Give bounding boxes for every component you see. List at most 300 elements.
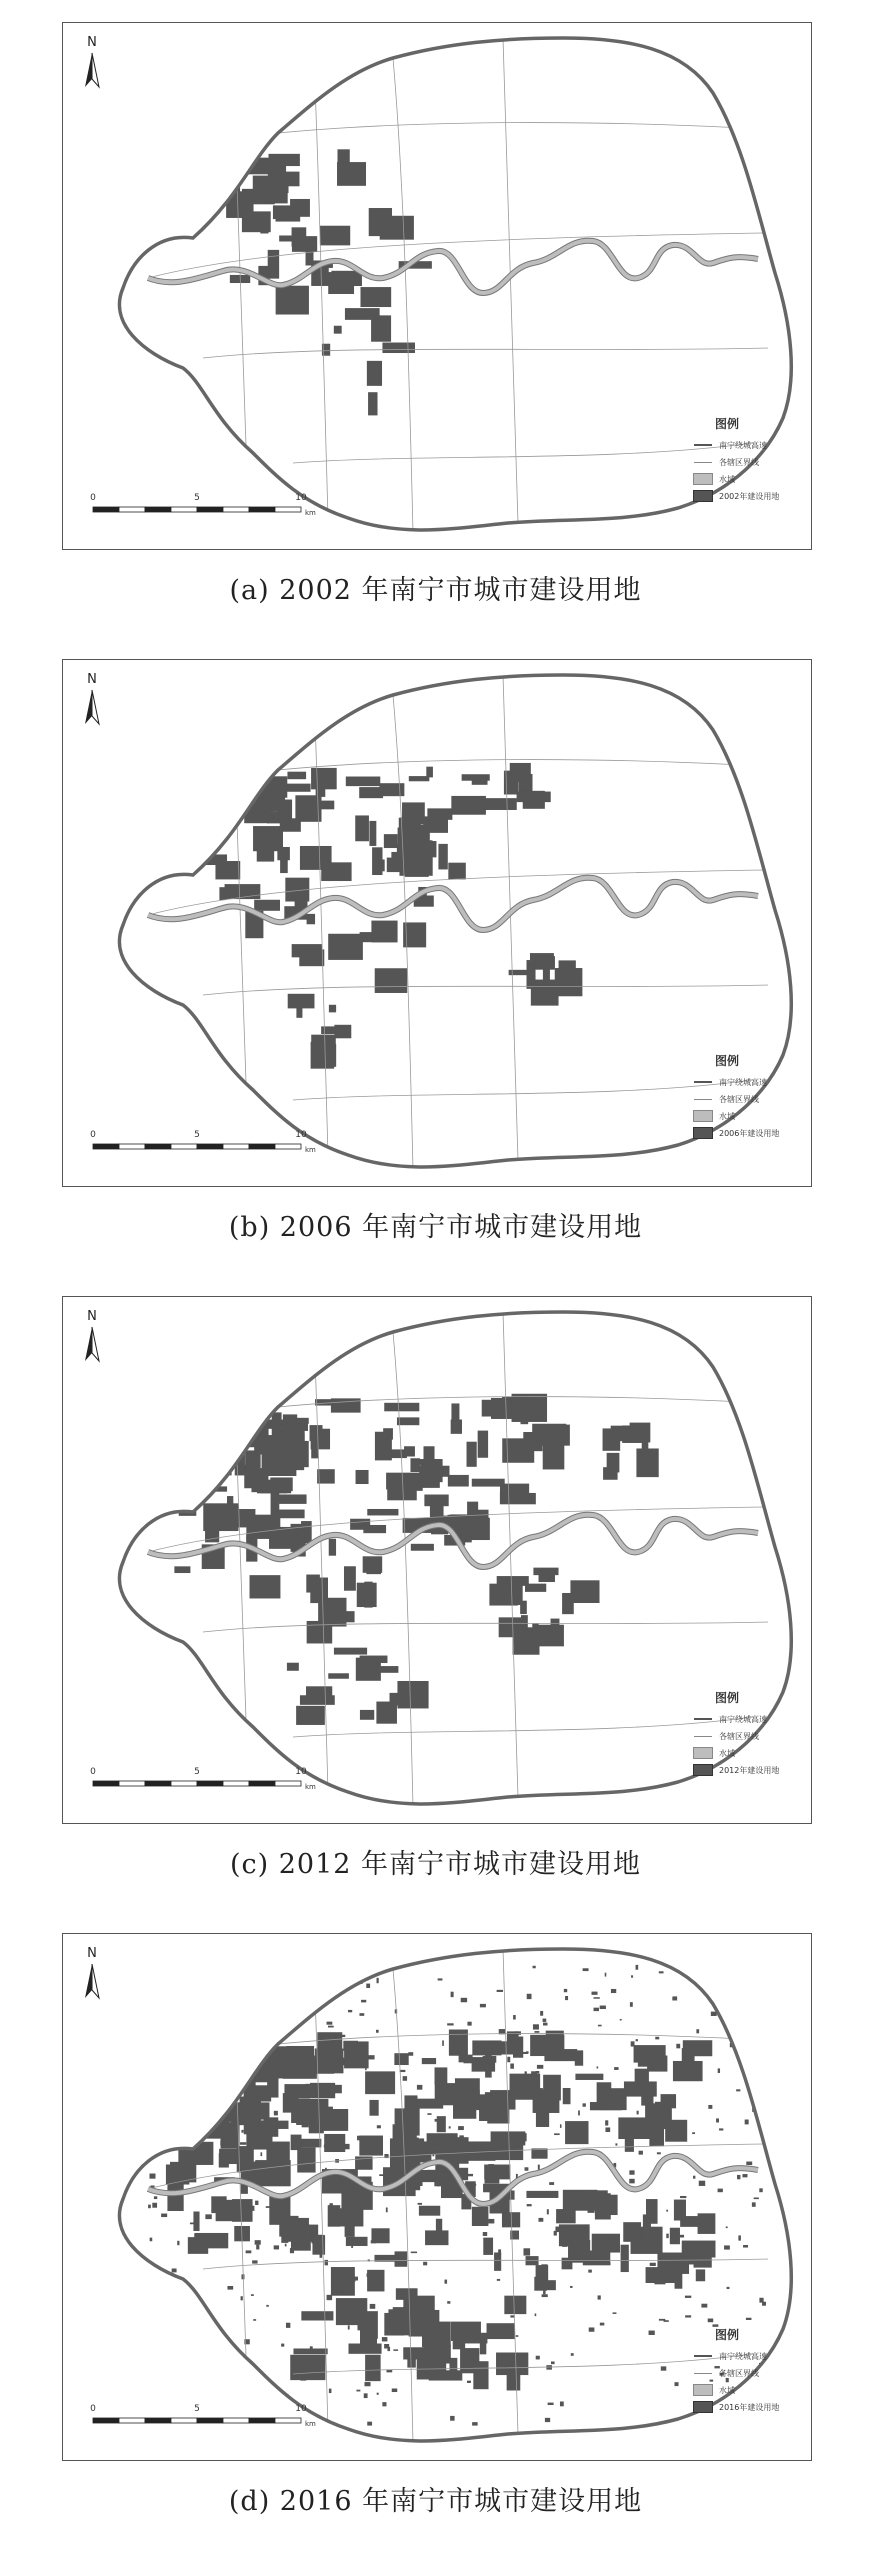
built-up-patch — [222, 168, 236, 188]
built-up-patch — [674, 2382, 678, 2386]
built-up-patch — [505, 2209, 507, 2212]
built-up-patch — [368, 392, 377, 415]
built-up-patch — [743, 2245, 748, 2248]
built-up-patch — [447, 2301, 450, 2304]
built-up-patch — [272, 1412, 282, 1436]
built-up-patch — [356, 2390, 360, 2392]
legend-boundary — [693, 1092, 809, 1106]
built-up-patch — [507, 2057, 510, 2062]
built-up-patch — [466, 2108, 469, 2110]
built-up-patch — [246, 2373, 251, 2376]
built-up-patch — [251, 2294, 254, 2296]
built-up-patch — [530, 2035, 564, 2056]
built-up-patch — [494, 2252, 501, 2270]
legend-boundary-label: 各辖区界线 — [719, 1731, 759, 1741]
built-up-patch — [549, 2182, 554, 2185]
built-up-patch — [152, 2203, 157, 2208]
built-up-patch — [562, 1593, 574, 1614]
north-arrow-icon — [79, 672, 105, 732]
built-up-patch — [724, 2245, 730, 2249]
built-up-patch — [654, 2271, 665, 2285]
district-boundary — [293, 443, 753, 463]
scale-segment — [275, 1144, 301, 1149]
district-boundary — [203, 348, 768, 358]
built-up-patch — [276, 286, 309, 315]
legend-boundary-symbol — [693, 2367, 713, 2379]
built-up-patch — [435, 2139, 440, 2144]
legend-built-label: 2016年建设用地 — [719, 2402, 780, 2412]
built-up-patch — [600, 2006, 606, 2009]
scale-tick-label: 10 — [295, 493, 307, 503]
built-up-patch — [281, 2344, 284, 2347]
built-up-patch — [670, 2228, 680, 2244]
built-up-patch — [365, 2067, 367, 2070]
built-up-patch — [368, 2055, 374, 2059]
built-up-patch — [605, 1973, 607, 1977]
built-up-patch — [624, 2081, 657, 2096]
built-up-patch — [482, 2059, 486, 2064]
built-up-patch — [177, 2112, 200, 2128]
built-up-patch — [361, 2000, 366, 2003]
built-up-patch — [459, 2135, 464, 2138]
built-up-patch — [188, 2237, 208, 2254]
built-up-patch — [621, 2245, 629, 2272]
built-up-patch — [146, 2096, 151, 2098]
built-up-patch — [306, 1686, 332, 1698]
legend-built-label: 2012年建设用地 — [719, 1765, 780, 1775]
built-up-patch — [560, 2401, 564, 2406]
built-up-patch — [698, 2213, 716, 2234]
district-boundary — [313, 680, 328, 1155]
built-up-patch — [680, 2196, 686, 2198]
built-up-patch — [551, 2361, 555, 2364]
built-up-patch — [685, 2296, 691, 2298]
built-up-patch — [382, 2402, 386, 2406]
built-up-patch — [483, 798, 517, 810]
built-up-patch — [204, 2024, 209, 2028]
built-up-patch — [564, 2192, 583, 2206]
built-up-patch — [463, 2330, 467, 2332]
built-up-patch — [718, 2189, 723, 2193]
built-up-patch — [331, 1398, 361, 1412]
scale-tick-label: 0 — [90, 2404, 96, 2414]
built-up-patch — [212, 1411, 240, 1432]
built-up-patch — [364, 1582, 372, 1608]
legend-boundary-label: 各辖区界线 — [719, 1094, 759, 1104]
built-up-patch — [156, 2325, 162, 2327]
scale-tick-label: 0 — [90, 1130, 96, 1140]
built-up-patch — [517, 792, 551, 803]
built-up-patch — [630, 2002, 633, 2007]
built-up-patch — [178, 2033, 180, 2035]
built-up-patch — [543, 1442, 565, 1470]
built-up-patch — [448, 1475, 469, 1487]
legend-road-label: 南宁绕城高速 — [719, 1077, 767, 1087]
built-up-patch — [472, 2207, 489, 2226]
built-up-patch — [467, 1442, 477, 1467]
built-up-patch — [444, 2148, 447, 2151]
built-up-patch — [190, 2293, 193, 2296]
built-up-patch — [542, 2294, 548, 2297]
built-up-patch — [575, 2074, 603, 2080]
built-up-patch — [762, 2302, 766, 2306]
built-up-patch — [287, 772, 306, 780]
built-up-patch — [752, 2202, 756, 2206]
built-up-patch — [598, 2295, 601, 2299]
built-up-patch — [327, 2107, 333, 2111]
built-up-patch — [674, 2200, 686, 2221]
built-up-patch — [696, 2029, 699, 2033]
built-up-patch — [375, 2075, 379, 2078]
built-up-patch — [226, 2161, 228, 2166]
built-up-patch — [525, 2167, 529, 2171]
built-up-patch — [211, 1414, 237, 1428]
legend-boundary — [693, 1729, 809, 1743]
built-up-patch — [386, 2207, 388, 2212]
legend-water-label: 水域 — [719, 474, 735, 484]
built-up-patch — [451, 1992, 454, 1997]
built-up-patch — [393, 2307, 410, 2335]
built-up-patch — [563, 2088, 571, 2104]
built-up-patch — [221, 2052, 227, 2056]
legend-title: 图例 — [715, 1054, 740, 1068]
built-up-patch — [592, 1992, 598, 1995]
built-up-patch — [534, 1625, 564, 1647]
built-up-patch — [296, 1706, 325, 1725]
built-up-patch — [241, 2296, 243, 2300]
built-up-patch — [159, 2091, 164, 2096]
built-up-patch — [355, 2277, 358, 2281]
built-up-patch — [411, 2107, 416, 2110]
built-up-patch — [526, 2191, 558, 2198]
built-up-patch — [647, 2056, 667, 2072]
built-up-patch — [443, 2121, 445, 2126]
built-up-patch — [560, 2124, 562, 2128]
scale-segment — [171, 2418, 197, 2423]
built-up-patch — [467, 2381, 471, 2383]
built-up-patch — [305, 2084, 310, 2088]
built-up-patch — [401, 824, 421, 841]
built-up-patch — [486, 2148, 492, 2150]
scale-tick-label: 5 — [194, 1767, 200, 1777]
built-up-patch — [271, 1518, 280, 1534]
built-up-patch — [472, 775, 488, 784]
map-frame — [62, 22, 812, 550]
built-up-patch — [565, 2121, 588, 2144]
built-up-patch — [447, 2023, 453, 2025]
built-up-patch — [611, 1426, 635, 1442]
built-up-patch — [541, 2264, 547, 2267]
built-up-patch — [367, 1509, 398, 1515]
legend-boundary-symbol — [693, 1730, 713, 1742]
built-up-patch — [450, 2416, 454, 2421]
scale-segment — [197, 1781, 223, 1786]
built-up-patch — [379, 783, 404, 796]
legend-water-symbol — [693, 473, 713, 485]
built-up-patch — [365, 2355, 381, 2381]
built-up-patch — [742, 2174, 747, 2177]
built-up-patch — [265, 184, 288, 203]
built-up-patch — [513, 2015, 516, 2019]
built-up-patch — [666, 2210, 668, 2212]
built-up-patch — [338, 2290, 340, 2294]
built-up-patch — [693, 2176, 695, 2179]
district-boundary — [293, 1717, 753, 1737]
north-arrow-icon — [79, 1309, 105, 1369]
built-up-patch — [251, 2206, 254, 2211]
built-up-patch — [382, 2337, 388, 2341]
built-up-patch — [194, 797, 227, 813]
built-up-patch — [167, 2094, 195, 2122]
scale-segment — [275, 1781, 301, 1786]
built-up-patch — [685, 2315, 691, 2317]
district-boundary — [393, 1969, 413, 2444]
built-up-patch — [661, 2366, 666, 2370]
built-up-patch — [435, 2119, 440, 2122]
scale-segment — [197, 507, 223, 512]
built-up-patch — [365, 2071, 395, 2094]
built-up-patch — [287, 1663, 299, 1671]
legend-water-label: 水域 — [719, 2385, 735, 2395]
ring-expressway — [119, 675, 791, 1167]
built-up-patch — [611, 1989, 616, 1993]
map-panel-2002 — [0, 0, 871, 637]
built-up-patch — [575, 2050, 583, 2065]
built-up-patch — [257, 836, 274, 861]
built-up-patch — [746, 2162, 752, 2166]
legend-title: 图例 — [715, 2328, 740, 2342]
built-up-patch — [317, 1469, 335, 1483]
built-up-patch — [154, 2196, 157, 2199]
built-up-patch — [444, 2280, 447, 2284]
built-up-patch — [348, 2010, 352, 2012]
built-up-patch — [215, 2044, 219, 2048]
built-up-patch — [565, 1996, 568, 2000]
built-up-patch — [467, 2022, 471, 2026]
built-up-patch — [472, 1479, 505, 1487]
built-up-patch — [351, 2245, 353, 2248]
built-up-patch — [629, 2170, 634, 2174]
map-panel-2006 — [0, 637, 871, 1274]
built-up-patch — [411, 1544, 434, 1551]
built-up-patch — [251, 1486, 266, 1492]
built-up-patch — [296, 1978, 301, 1983]
legend-water-label: 水域 — [719, 1748, 735, 1758]
built-up-patch — [543, 2290, 545, 2294]
built-up-patch — [497, 2279, 500, 2281]
built-up-patch — [204, 1452, 233, 1471]
built-up-patch — [746, 2318, 752, 2320]
built-up-patch — [727, 2287, 730, 2289]
built-up-patch — [360, 1656, 388, 1663]
built-up-patch — [404, 2123, 409, 2125]
built-up-patch — [364, 2393, 368, 2398]
scale-segment — [119, 1144, 145, 1149]
built-up-patch — [272, 1510, 304, 1519]
built-up-patch — [460, 2348, 479, 2373]
built-up-patch — [701, 1964, 703, 1966]
built-up-patch — [745, 2120, 749, 2125]
legend-title: 图例 — [715, 1691, 740, 1705]
built-up-patch — [269, 154, 300, 166]
built-up-patch — [307, 914, 315, 924]
built-up-patch — [696, 2269, 705, 2281]
built-up-patch — [211, 2025, 215, 2028]
built-up-patch — [367, 2273, 372, 2276]
scale-segment — [275, 2418, 301, 2423]
built-up-patch — [485, 2049, 492, 2078]
built-up-patch — [745, 1998, 748, 2002]
built-up-patch — [559, 2224, 590, 2246]
built-up-patch — [527, 1994, 532, 1999]
built-up-patch — [328, 272, 354, 294]
built-up-patch — [383, 1428, 393, 1439]
built-up-patch — [613, 2312, 617, 2314]
built-up-patch — [384, 2344, 389, 2349]
legend-built — [693, 489, 809, 503]
scale-tick-label: 10 — [295, 1130, 307, 1140]
built-up-patch — [376, 2030, 379, 2033]
built-up-patch — [268, 2067, 270, 2070]
built-up-patch — [680, 2235, 684, 2238]
built-up-patch — [639, 2151, 643, 2155]
built-up-patch — [478, 1431, 488, 1458]
built-up-patch — [359, 2136, 383, 2156]
built-up-patch — [236, 1993, 241, 1998]
built-up-patch — [489, 1584, 517, 1606]
scale-bar — [83, 493, 316, 523]
built-up-patch — [241, 2130, 243, 2133]
figure-caption: (b) 2006 年南宁市城市建设用地 — [228, 1212, 643, 1243]
built-up-patch — [510, 2064, 514, 2069]
built-up-patch — [537, 2280, 556, 2290]
built-up-patch — [498, 2249, 501, 2254]
built-up-patch — [430, 1504, 444, 1523]
legend-built-symbol — [693, 1127, 713, 1139]
built-up-patch — [159, 2061, 169, 2078]
built-up-patch — [578, 2110, 580, 2115]
built-up-patch — [438, 1978, 443, 1980]
scale-segment — [171, 1144, 197, 1149]
figure-caption: (d) 2016 年南宁市城市建设用地 — [228, 2486, 643, 2517]
built-up-patch — [533, 1966, 536, 1969]
built-up-patch — [620, 2019, 622, 2021]
built-up-patch — [708, 2105, 712, 2109]
legend-boundary-label: 各辖区界线 — [719, 2368, 759, 2378]
built-up-patch — [554, 2133, 560, 2135]
built-up-patch — [631, 1975, 633, 1977]
built-up-patch — [227, 2286, 233, 2290]
scale-segment — [145, 507, 171, 512]
built-up-patch — [449, 2029, 468, 2055]
legend — [693, 415, 809, 506]
built-up-patch — [461, 1998, 467, 2002]
built-up-patch — [200, 2236, 202, 2240]
built-up-patch — [384, 1403, 419, 1411]
built-up-patch — [417, 2085, 422, 2090]
scale-segment — [119, 507, 145, 512]
built-up-patch — [523, 2248, 530, 2255]
built-up-patch — [474, 2184, 476, 2186]
built-up-patch — [535, 956, 555, 969]
built-up-patch — [717, 1975, 722, 1979]
built-up-patch — [535, 2313, 537, 2316]
built-up-patch — [699, 2181, 705, 2186]
built-up-patch — [738, 2235, 741, 2240]
built-up-patch — [290, 199, 310, 217]
scale-segment — [145, 1781, 171, 1786]
built-up-patch — [708, 2319, 714, 2323]
built-up-patch — [534, 2031, 539, 2033]
built-up-patch — [676, 2044, 680, 2049]
built-up-patch — [636, 2233, 640, 2238]
built-up-patch — [423, 1446, 434, 1461]
built-up-patch — [538, 2165, 540, 2170]
built-up-patch — [188, 2315, 190, 2319]
scale-segment — [93, 2418, 119, 2423]
built-up-patch — [253, 2319, 256, 2321]
built-up-patch — [231, 2116, 237, 2119]
built-up-patch — [649, 2331, 655, 2335]
built-up-patch — [497, 1990, 503, 1992]
built-up-patch — [543, 2019, 547, 2022]
north-label: N — [87, 35, 97, 50]
built-up-patch — [538, 2218, 543, 2222]
built-up-patch — [271, 2121, 289, 2129]
legend-road-label: 南宁绕城高速 — [719, 2351, 767, 2361]
built-up-patch — [169, 2354, 173, 2357]
built-up-patch — [664, 2100, 667, 2102]
built-up-patch — [295, 897, 308, 907]
built-up-patch — [270, 1477, 292, 1491]
scale-segment — [119, 1781, 145, 1786]
built-up-patch — [642, 2081, 644, 2086]
built-up-patch — [397, 1681, 428, 1708]
map-frame — [62, 1933, 812, 2461]
built-up-patch — [328, 2026, 334, 2028]
built-up-patch — [367, 361, 382, 386]
built-up-patch — [299, 949, 324, 966]
built-up-patch — [547, 2209, 549, 2214]
scale-tick-label: 10 — [295, 1767, 307, 1777]
built-up-patch — [177, 2241, 179, 2245]
built-up-patch — [149, 2174, 155, 2179]
built-up-patch — [666, 2234, 668, 2239]
scale-segment — [93, 507, 119, 512]
built-up-patch — [360, 1710, 374, 1720]
built-up-patch — [360, 287, 391, 307]
built-up-patch — [264, 2003, 266, 2008]
built-up-patch — [239, 143, 246, 167]
built-up-patch — [425, 2230, 448, 2245]
built-up-patch — [220, 2140, 224, 2145]
built-up-patch — [186, 2050, 190, 2055]
built-up-patch — [429, 2340, 434, 2344]
built-up-patch — [609, 2238, 614, 2243]
built-up-patch — [392, 2388, 397, 2392]
built-up-patch — [280, 1539, 300, 1545]
built-up-patch — [605, 2127, 610, 2132]
scale-segment — [249, 507, 275, 512]
district-boundary — [203, 1622, 768, 1632]
built-up-patch — [238, 1981, 242, 1984]
built-up-patch — [525, 2071, 527, 2074]
built-up-patch — [467, 2174, 473, 2176]
built-up-patch — [176, 2058, 182, 2061]
built-up-patch — [234, 2049, 247, 2065]
legend-built-label: 2006年建设用地 — [719, 1128, 780, 1138]
scale-segment — [249, 2418, 275, 2423]
